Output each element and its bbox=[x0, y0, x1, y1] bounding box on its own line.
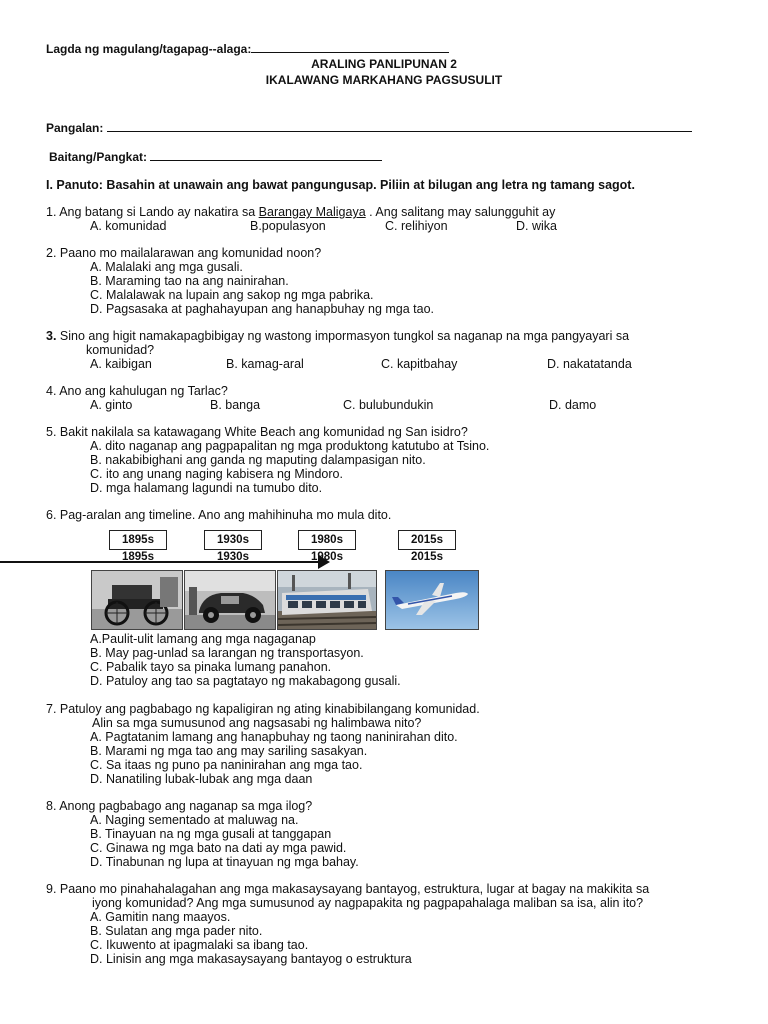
question-8: 8. Anong pagbabago ang naganap sa mga ilog? bbox=[46, 799, 313, 813]
q1-choice-c[interactable]: C. relihiyon bbox=[385, 219, 448, 233]
question-1 bbox=[46, 205, 555, 219]
name-row bbox=[46, 121, 692, 135]
signature-blank[interactable] bbox=[251, 42, 449, 53]
q1-choice-a[interactable]: A. komunidad bbox=[90, 219, 167, 233]
photo-train bbox=[277, 570, 377, 630]
q9-choice-c[interactable]: C. Ikuwento at ipagmalaki sa ibang tao. bbox=[90, 938, 309, 952]
q3-choice-a[interactable]: A. kaibigan bbox=[90, 357, 152, 371]
timeline-sublabel-1895: 1895s bbox=[122, 551, 154, 563]
q5-choice-c[interactable]: C. ito ang unang naging kabisera ng Mindoro. bbox=[90, 467, 343, 481]
q2-choice-a[interactable]: A. Malalaki ang mga gusali. bbox=[90, 260, 243, 274]
q7-choice-c[interactable]: C. Sa itaas ng puno pa naninirahan ang mga tao. bbox=[90, 758, 363, 772]
timeline-label-2015: 2015s bbox=[398, 530, 456, 550]
q5-choice-d[interactable]: D. mga halamang lagundi na tumubo dito. bbox=[90, 481, 323, 495]
grade-blank[interactable] bbox=[150, 150, 382, 161]
grade-label: Baitang/Pangkat: bbox=[49, 150, 148, 164]
q8-choice-a[interactable]: A. Naging sementado at maluwag na. bbox=[90, 813, 299, 827]
q7-choice-d[interactable]: D. Nanatiling lubak-lubak ang mga daan bbox=[90, 772, 313, 786]
q2-choice-d[interactable]: D. Pagsasaka at paghahayupan ang hanapbuhay ng mga tao. bbox=[90, 302, 435, 316]
photo-antique-car bbox=[91, 570, 183, 630]
q1-text-pre: 1. Ang batang si Lando ay nakatira sa bbox=[46, 205, 259, 219]
q3-number: 3. bbox=[46, 329, 57, 343]
timeline-sublabel-1930: 1930s bbox=[217, 551, 249, 563]
q4-choice-d[interactable]: D. damo bbox=[549, 398, 597, 412]
q3-choice-b[interactable]: B. kamag-aral bbox=[226, 357, 304, 371]
q1-underlined-word: Barangay Maligaya bbox=[258, 205, 366, 219]
q4-choice-a[interactable]: A. ginto bbox=[90, 398, 133, 412]
q5-choice-b[interactable]: B. nakabibighani ang ganda ng maputing dalampasigan nito. bbox=[90, 453, 426, 467]
signature-line bbox=[46, 42, 449, 56]
q2-choice-c[interactable]: C. Malalawak na lupain ang sakop ng mga pabrika. bbox=[90, 288, 374, 302]
q5-choice-a[interactable]: A. dito naganap ang pagpapalitan ng mga produktong katutubo at Tsino. bbox=[90, 439, 490, 453]
question-9: 9. Paano mo pinahahalagahan ang mga makasaysayang bantayog, estruktura, lugar at bagay na makikita sa bbox=[46, 882, 650, 896]
q3-choice-d[interactable]: D. nakatatanda bbox=[547, 357, 632, 371]
q3-text: Sino ang higit namakapagbibigay ng wastong impormasyon tungkol sa naganap na mga pangyayari sa bbox=[59, 329, 630, 343]
question-7: 7. Patuloy ang pagbabago ng kapaligiran ng ating kinabibilangang komunidad. bbox=[46, 702, 480, 716]
grade-row bbox=[49, 150, 382, 164]
timeline-sublabel-2015: 2015s bbox=[411, 551, 443, 563]
q8-choice-c[interactable]: C. Ginawa ng mga bato na dati ay mga pawid. bbox=[90, 841, 347, 855]
exam-title: IKALAWANG MARKAHANG PAGSUSULIT bbox=[265, 73, 503, 87]
signature-label: Lagda ng magulang/tagapag--alaga: bbox=[46, 42, 252, 56]
name-label: Pangalan: bbox=[46, 121, 104, 135]
timeline-sublabel-1980: 1980s bbox=[311, 551, 343, 563]
q3-choice-c[interactable]: C. kapitbahay bbox=[381, 357, 458, 371]
q6-choice-a[interactable]: A.Paulit-ulit lamang ang mga nagaganap bbox=[90, 632, 316, 646]
question-5: 5. Bakit nakilala sa katawagang White Beach ang komunidad ng San isidro? bbox=[46, 425, 468, 439]
subject-title: ARALING PANLIPUNAN 2 bbox=[311, 57, 457, 71]
name-blank[interactable] bbox=[107, 121, 692, 132]
question-6: 6. Pag-aralan ang timeline. Ano ang mahihinuha mo mula dito. bbox=[46, 508, 392, 522]
q4-choice-c[interactable]: C. bulubundukin bbox=[343, 398, 434, 412]
q6-choice-d[interactable]: D. Patuloy ang tao sa pagtatayo ng makabagong gusali. bbox=[90, 674, 401, 688]
q8-choice-d[interactable]: D. Tinabunan ng lupa at tinayuan ng mga bahay. bbox=[90, 855, 359, 869]
q1-choice-b[interactable]: B.populasyon bbox=[250, 219, 326, 233]
q3-text-cont: komunidad? bbox=[86, 343, 155, 357]
timeline-label-1930: 1930s bbox=[204, 530, 262, 550]
question-3 bbox=[46, 329, 629, 343]
photo-airplane bbox=[385, 570, 479, 630]
q6-choice-c[interactable]: C. Pabalik tayo sa pinaka lumang panahon. bbox=[90, 660, 332, 674]
q1-choice-d[interactable]: D. wika bbox=[516, 219, 557, 233]
q9-text-cont: iyong komunidad? Ang mga sumusunod ay nagpapakita ng pagpapahalaga maliban sa isa, alin ito? bbox=[92, 896, 644, 910]
q7-choice-a[interactable]: A. Pagtatanim lamang ang hanapbuhay ng taong naninirahan dito. bbox=[90, 730, 458, 744]
q9-choice-b[interactable]: B. Sulatan ang mga pader nito. bbox=[90, 924, 263, 938]
q9-choice-a[interactable]: A. Gamitin nang maayos. bbox=[90, 910, 231, 924]
question-2: 2. Paano mo mailalarawan ang komunidad noon? bbox=[46, 246, 322, 260]
q1-text-post: . Ang salitang may salungguhit ay bbox=[365, 205, 556, 219]
timeline-label-1980: 1980s bbox=[298, 530, 356, 550]
timeline-label-1895: 1895s bbox=[109, 530, 167, 550]
q2-choice-b[interactable]: B. Maraming tao na ang nainirahan. bbox=[90, 274, 289, 288]
q9-choice-d[interactable]: D. Linisin ang mga makasaysayang bantayog o estruktura bbox=[90, 952, 412, 966]
instructions: I. Panuto: Basahin at unawain ang bawat pangungusap. Piliin at bilugan ang letra ng tamang sagot. bbox=[46, 178, 635, 192]
question-4: 4. Ano ang kahulugan ng Tarlac? bbox=[46, 384, 228, 398]
photo-vintage-car bbox=[184, 570, 276, 630]
q7-text-cont: Alin sa mga sumusunod ang nagsasabi ng halimbawa nito? bbox=[92, 716, 422, 730]
q7-choice-b[interactable]: B. Marami ng mga tao ang may sariling sasakyan. bbox=[90, 744, 368, 758]
q8-choice-b[interactable]: B. Tinayuan na ng mga gusali at tanggapan bbox=[90, 827, 332, 841]
q6-choice-b[interactable]: B. May pag-unlad sa larangan ng transportasyon. bbox=[90, 646, 364, 660]
q4-choice-b[interactable]: B. banga bbox=[210, 398, 261, 412]
